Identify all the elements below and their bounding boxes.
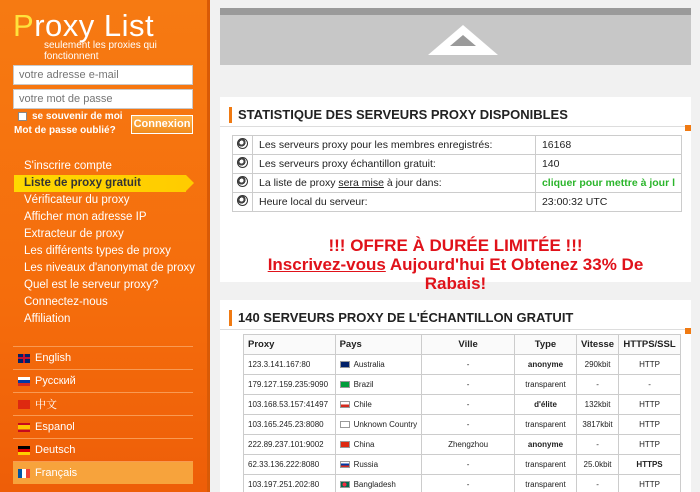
password-input[interactable] xyxy=(13,89,193,109)
proxy-type: transparent xyxy=(515,415,577,435)
russia-flag-icon xyxy=(340,461,350,468)
sample-panel xyxy=(220,300,691,492)
proxy-ssl: HTTPS xyxy=(619,455,681,475)
remember-checkbox[interactable] xyxy=(18,112,27,121)
stat-label: Les serveurs proxy échantillon gratuit: xyxy=(253,155,536,174)
proxy-ssl: HTTP xyxy=(619,395,681,415)
table-row xyxy=(244,415,681,435)
proxy-ssl: HTTP xyxy=(619,475,681,492)
stats-table xyxy=(232,135,682,212)
russia-flag-icon xyxy=(18,377,30,386)
divider xyxy=(220,329,691,330)
proxy-ssl: HTTP xyxy=(619,355,681,375)
column-header-ssl[interactable]: HTTPS/SSL xyxy=(619,335,681,355)
login-button[interactable]: Connexion xyxy=(131,115,193,134)
proxy-type: d'élite xyxy=(515,395,577,415)
stats-title: STATISTIQUE DES SERVEURS PROXY DISPONIBLES xyxy=(229,107,568,123)
main-content xyxy=(213,0,700,492)
stat-value: 140 xyxy=(535,155,681,174)
france-flag-icon xyxy=(18,469,30,478)
proxy-type: transparent xyxy=(515,375,577,395)
proxy-speed: 290kbit xyxy=(576,355,618,375)
language-english[interactable] xyxy=(13,346,193,369)
table-row xyxy=(233,136,682,155)
offer-text: Aujourd'hui Et Obtenez 33% De xyxy=(385,255,644,274)
column-header-proxy[interactable]: Proxy xyxy=(244,335,336,355)
chile-flag-icon xyxy=(340,401,350,408)
proxy-ssl: - xyxy=(619,375,681,395)
china-flag-icon xyxy=(18,400,30,409)
forgot-password-link[interactable]: Mot de passe oublié? xyxy=(14,125,116,136)
nav-item-affiliation[interactable]: Affiliation xyxy=(24,313,71,325)
divider xyxy=(220,126,691,127)
soccer-ball-icon xyxy=(237,138,248,149)
stats-panel xyxy=(220,97,691,293)
china-flag-icon xyxy=(340,441,350,448)
proxy-type: anonyme xyxy=(515,435,577,455)
brazil-flag-icon xyxy=(340,381,350,388)
soccer-ball-icon xyxy=(237,195,248,206)
proxy-city: - xyxy=(422,475,515,492)
nav-item-contact[interactable]: Connectez-nous xyxy=(24,296,108,308)
table-header-row xyxy=(244,335,681,355)
nav-item-proxy-types[interactable]: Les différents types de proxy xyxy=(24,245,171,257)
proxy-address[interactable]: 103.168.53.157:41497 xyxy=(244,395,336,415)
australia-flag-icon xyxy=(340,361,350,368)
proxy-type: transparent xyxy=(515,455,577,475)
table-row xyxy=(233,193,682,212)
sample-title: 140 SERVEURS PROXY DE L'ÉCHANTILLON GRATUIT xyxy=(229,310,573,326)
proxy-speed: - xyxy=(576,375,618,395)
proxy-table xyxy=(243,334,681,492)
table-row xyxy=(233,174,682,193)
language-label: Русский xyxy=(35,375,76,387)
germany-flag-icon xyxy=(18,446,30,455)
site-tagline: seulement les proxies qui fonctionnent xyxy=(44,40,157,62)
proxy-address[interactable]: 62.33.136.222:8080 xyxy=(244,455,336,475)
nav-item-what-is-proxy[interactable]: Quel est le serveur proxy? xyxy=(24,279,159,291)
proxy-ssl: HTTP xyxy=(619,435,681,455)
proxy-country: China xyxy=(335,435,422,455)
proxy-type: transparent xyxy=(515,475,577,492)
proxy-country: Brazil xyxy=(335,375,422,395)
nav-item-proxy-extractor[interactable]: Extracteur de proxy xyxy=(24,228,124,240)
site-logo[interactable]: Proxy List xyxy=(13,8,155,43)
proxy-speed: - xyxy=(576,475,618,492)
offer-headline: !!! OFFRE À DURÉE LIMITÉE !!! xyxy=(328,236,583,255)
unknown-flag-icon xyxy=(340,421,350,428)
table-row xyxy=(244,455,681,475)
proxy-city: - xyxy=(422,395,515,415)
update-refresh-link[interactable]: cliquer pour mettre à jour l xyxy=(535,174,681,193)
promo-offer xyxy=(220,236,691,293)
table-row xyxy=(233,155,682,174)
main-nav xyxy=(14,158,194,328)
table-row xyxy=(244,475,681,492)
stat-label: Heure local du serveur: xyxy=(253,193,536,212)
stat-value: 16168 xyxy=(535,136,681,155)
language-label: Espanol xyxy=(35,421,75,433)
language-chinese[interactable] xyxy=(13,392,193,415)
sidebar xyxy=(0,0,210,492)
soccer-ball-icon xyxy=(237,157,248,168)
proxy-ssl: HTTP xyxy=(619,415,681,435)
proxy-country: Unknown Country xyxy=(335,415,422,435)
proxy-country: Chile xyxy=(335,395,422,415)
nav-item-proxy-checker[interactable]: Vérificateur du proxy xyxy=(24,194,130,206)
language-russian[interactable] xyxy=(13,369,193,392)
nav-item-my-ip[interactable]: Afficher mon adresse IP xyxy=(24,211,147,223)
banner-ad[interactable] xyxy=(220,8,691,65)
proxy-country: Bangladesh xyxy=(335,475,422,492)
language-french[interactable] xyxy=(13,461,193,484)
column-header-speed[interactable]: Vitesse xyxy=(576,335,618,355)
proxy-address[interactable]: 123.3.141.167:80 xyxy=(244,355,336,375)
language-label: Français xyxy=(35,467,78,479)
proxy-speed: 3817kbit xyxy=(576,415,618,435)
proxy-city: - xyxy=(422,455,515,475)
uk-flag-icon xyxy=(18,354,30,363)
language-list xyxy=(13,346,193,484)
language-german[interactable] xyxy=(13,438,193,461)
nav-item-register[interactable]: S'inscrire compte xyxy=(24,160,112,172)
language-spanish[interactable] xyxy=(13,415,193,438)
proxy-type: anonyme xyxy=(515,355,577,375)
column-header-city[interactable]: Ville xyxy=(422,335,515,355)
proxy-country: Australia xyxy=(335,355,422,375)
remember-label: se souvenir de moi xyxy=(32,111,123,122)
table-row xyxy=(244,375,681,395)
proxy-speed: - xyxy=(576,435,618,455)
language-label: 中文 xyxy=(35,399,57,411)
column-header-country[interactable]: Pays xyxy=(335,335,422,355)
bangladesh-flag-icon xyxy=(340,481,350,488)
proxy-country: Russia xyxy=(335,455,422,475)
remember-me[interactable] xyxy=(18,111,123,122)
language-label: English xyxy=(35,352,72,364)
proxy-address[interactable]: 222.89.237.101:9002 xyxy=(244,435,336,455)
proxy-city: - xyxy=(422,355,515,375)
proxy-address[interactable]: 179.127.159.235:9090 xyxy=(244,375,336,395)
soccer-ball-icon xyxy=(237,176,248,187)
stat-value: 23:00:32 UTC xyxy=(535,193,681,212)
proxy-speed: 132kbit xyxy=(576,395,618,415)
proxy-address[interactable]: 103.197.251.202:80 xyxy=(244,475,336,492)
proxy-city: - xyxy=(422,375,515,395)
proxy-address[interactable]: 103.165.245.23:8080 xyxy=(244,415,336,435)
nav-item-anonymity-levels[interactable]: Les niveaux d'anonymat de proxy xyxy=(24,262,195,274)
offer-text-end: Rabais! xyxy=(424,274,487,293)
language-label: Deutsch xyxy=(35,444,76,456)
table-row xyxy=(244,355,681,375)
ad-logo-inner-icon xyxy=(450,35,476,46)
spain-flag-icon xyxy=(18,423,30,432)
register-promo-link[interactable]: Inscrivez-vous xyxy=(267,255,386,274)
proxy-city: Zhengzhou xyxy=(422,435,515,455)
nav-item-free-proxy-list[interactable]: Liste de proxy gratuit xyxy=(14,175,186,192)
table-row xyxy=(244,435,681,455)
stat-label: La liste de proxy sera mise à jour dans: xyxy=(253,174,536,193)
table-row xyxy=(244,395,681,415)
column-header-type[interactable]: Type xyxy=(515,335,577,355)
stat-label: Les serveurs proxy pour les membres enregistrés: xyxy=(253,136,536,155)
email-input[interactable] xyxy=(13,65,193,85)
proxy-city: - xyxy=(422,415,515,435)
update-link[interactable]: sera mise xyxy=(338,177,384,189)
proxy-speed: 25.0kbit xyxy=(576,455,618,475)
